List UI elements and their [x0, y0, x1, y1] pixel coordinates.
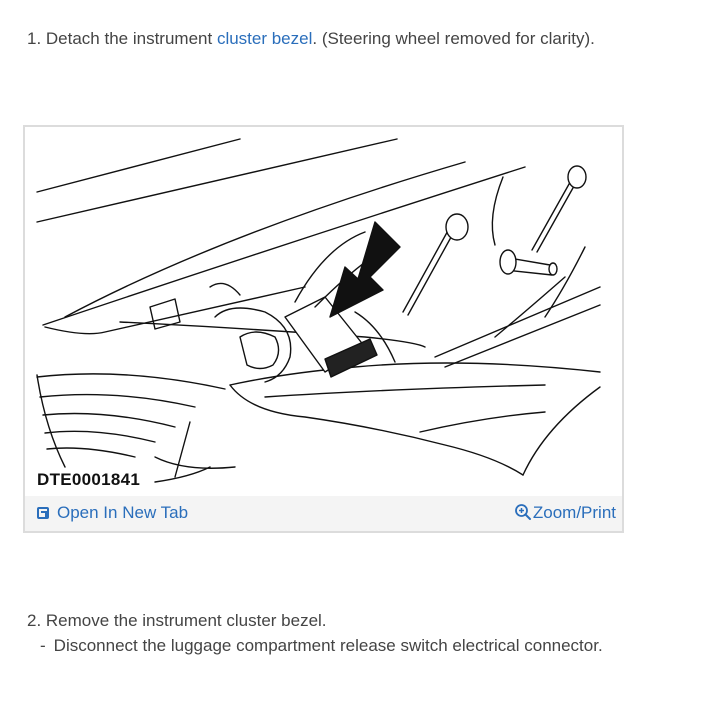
step-1-text — [27, 28, 595, 50]
step-1-prefix: 1. Detach the instrument — [27, 29, 217, 48]
dashboard-illustration — [25, 127, 622, 497]
cluster-bezel-link[interactable]: cluster bezel — [216, 29, 313, 48]
figure-label: DTE0001841 — [37, 470, 141, 489]
step-1-suffix: . (Steering wheel removed for clarity). — [312, 29, 595, 48]
substep-text: Disconnect the luggage compartment release switch electrical connector. — [53, 636, 603, 655]
open-in-new-tab-label: Open In New Tab — [57, 503, 189, 522]
open-new-tab-icon — [37, 507, 49, 519]
step-2-text: 2. Remove the instrument cluster bezel. — [27, 611, 327, 630]
step-2-substep — [40, 635, 603, 657]
zoom-print-link[interactable] — [514, 503, 616, 523]
illustration-figure — [23, 125, 624, 533]
substep-dash: - — [40, 636, 46, 655]
open-in-new-tab-link[interactable] — [37, 503, 188, 523]
figure-toolbar — [25, 496, 622, 531]
zoom-in-icon — [514, 503, 532, 521]
zoom-print-label: Zoom/Print — [532, 503, 616, 522]
